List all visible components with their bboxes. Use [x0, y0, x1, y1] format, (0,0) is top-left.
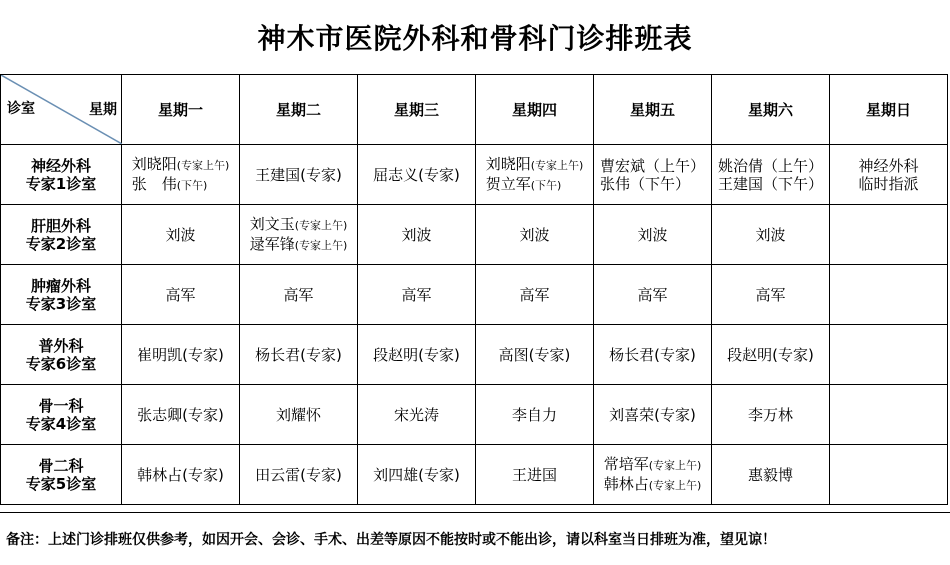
doctor-line: [358, 166, 475, 184]
room-name: 专家1诊室: [25, 174, 97, 193]
shift-note: (专家上午): [176, 158, 230, 172]
schedule-cell: [594, 205, 712, 265]
schedule-cell: [358, 265, 476, 325]
table-row: [1, 445, 948, 505]
day-header: 星期四: [476, 75, 594, 145]
department-name: 肝胆外科: [30, 216, 91, 235]
doctor-name: 崔明凯(专家): [137, 345, 224, 364]
doctor-line: [240, 166, 357, 184]
table-row: [1, 385, 948, 445]
doctor-line: [476, 346, 593, 364]
doctor-line: [476, 226, 593, 244]
schedule-cell: [594, 145, 712, 205]
doctor-name: 段赵明(专家): [373, 345, 460, 364]
doctor-line: [858, 157, 918, 175]
doctor-line: [858, 175, 918, 193]
table-row: [1, 325, 948, 385]
room-header-cell: [1, 205, 122, 265]
schedule-cell: [830, 385, 948, 445]
doctor-name: 杨长君(专家): [255, 345, 342, 364]
shift-note: (专家上午): [648, 458, 702, 472]
doctor-line: [718, 175, 823, 193]
schedule-cell: [122, 265, 240, 325]
schedule-cell: [122, 445, 240, 505]
schedule-table: [0, 74, 948, 505]
doctor-line: [132, 155, 230, 175]
room-name: 专家2诊室: [25, 234, 97, 253]
doctor-line: [122, 406, 239, 424]
schedule-cell: [240, 265, 358, 325]
doctor-line: [486, 175, 584, 195]
day-header: 星期六: [712, 75, 830, 145]
doctor-line: [594, 346, 711, 364]
doctor-line: [132, 175, 230, 195]
schedule-cell: [594, 325, 712, 385]
doctor-name: 曹宏斌（上午）: [599, 156, 705, 175]
schedule-cell: [830, 145, 948, 205]
schedule-cell: [476, 205, 594, 265]
doctor-name: 高军: [401, 285, 432, 304]
doctor-name: 王建国(专家): [255, 165, 342, 184]
doctor-name: 张 伟: [131, 174, 177, 193]
doctor-name: 李自力: [511, 405, 557, 424]
doctor-name: 刘波: [519, 225, 550, 244]
shift-note: (专家上午): [294, 238, 348, 252]
schedule-cell: [830, 205, 948, 265]
schedule-cell: [122, 325, 240, 385]
schedule-cell: [240, 385, 358, 445]
schedule-cell: [476, 145, 594, 205]
doctor-line: [594, 286, 711, 304]
doctor-name: 王建国（下午）: [717, 174, 823, 193]
schedule-cell: [594, 265, 712, 325]
schedule-cell: [122, 205, 240, 265]
doctor-line: [358, 226, 475, 244]
doctor-name: 田云雷(专家): [255, 465, 342, 484]
doctor-name: 张志卿(专家): [137, 405, 224, 424]
doctor-line: [594, 226, 711, 244]
doctor-name: 段赵明(专家): [727, 345, 814, 364]
doctor-name: 屈志义(专家): [373, 165, 460, 184]
room-header-cell: [1, 385, 122, 445]
doctor-name: 王进国: [511, 465, 557, 484]
doctor-line: [604, 455, 702, 475]
room-name: 专家6诊室: [25, 354, 97, 373]
doctor-name: 贺立军: [485, 174, 531, 193]
doctor-name: 刘耀怀: [275, 405, 321, 424]
doctor-line: [358, 346, 475, 364]
shift-note: (下午): [530, 178, 562, 192]
doctor-line: [240, 466, 357, 484]
department-name: 骨二科: [38, 456, 84, 475]
doctor-line: [240, 346, 357, 364]
schedule-cell: [712, 445, 830, 505]
doctor-name: 刘文玉: [249, 214, 295, 233]
doctor-line: [476, 286, 593, 304]
day-header: 星期一: [122, 75, 240, 145]
department-name: 普外科: [38, 336, 84, 355]
doctor-name: 刘晓阳: [131, 154, 177, 173]
doctor-line: [122, 286, 239, 304]
doctor-name: 杨长君(专家): [609, 345, 696, 364]
doctor-name: 张伟（下午）: [599, 174, 690, 193]
doctor-line: [712, 406, 829, 424]
department-name: 肿瘤外科: [30, 276, 91, 295]
department-name: 骨一科: [38, 396, 84, 415]
schedule-cell: [240, 445, 358, 505]
doctor-line: [600, 157, 705, 175]
schedule-cell: [358, 385, 476, 445]
doctor-line: [240, 406, 357, 424]
doctor-line: [476, 406, 593, 424]
doctor-name: 高军: [519, 285, 550, 304]
shift-note: (专家上午): [294, 218, 348, 232]
doctor-name: 韩林占: [603, 474, 649, 493]
doctor-line: [358, 286, 475, 304]
schedule-cell: [240, 145, 358, 205]
room-name: 专家3诊室: [25, 294, 97, 313]
doctor-name: 姚治倩（上午）: [717, 156, 823, 175]
doctor-line: [604, 475, 702, 495]
schedule-cell: [358, 205, 476, 265]
schedule-cell: [358, 145, 476, 205]
schedule-cell: [594, 445, 712, 505]
doctor-line: [712, 346, 829, 364]
schedule-cell: [712, 265, 830, 325]
schedule-cell: [830, 445, 948, 505]
schedule-cell: [476, 385, 594, 445]
doctor-name: 高图(专家): [498, 345, 571, 364]
schedule-cell: [476, 325, 594, 385]
doctor-name: 高军: [283, 285, 314, 304]
doctor-name: 刘波: [165, 225, 196, 244]
doctor-name: 惠毅博: [747, 465, 793, 484]
room-header-cell: [1, 265, 122, 325]
room-name: 专家4诊室: [25, 414, 97, 433]
corner-cell: [1, 75, 122, 145]
doctor-line: [712, 286, 829, 304]
day-header: 星期日: [830, 75, 948, 145]
doctor-name: 逯军锋: [249, 234, 295, 253]
schedule-cell: [830, 265, 948, 325]
corner-label-day: 星期: [89, 102, 117, 118]
day-header: 星期三: [358, 75, 476, 145]
header-row: [1, 75, 948, 145]
doctor-name: 高军: [637, 285, 668, 304]
schedule-cell: [358, 445, 476, 505]
doctor-name: 李万林: [747, 405, 793, 424]
room-header-cell: [1, 445, 122, 505]
shift-note: (专家上午): [530, 158, 584, 172]
doctor-name: 刘四雄(专家): [373, 465, 460, 484]
schedule-cell: [240, 205, 358, 265]
doctor-line: [122, 466, 239, 484]
doctor-name: 刘波: [755, 225, 786, 244]
doctor-name: 韩林占(专家): [137, 465, 224, 484]
doctor-name: 高军: [165, 285, 196, 304]
table-row: [1, 265, 948, 325]
table-row: [1, 145, 948, 205]
doctor-name: 刘晓阳: [485, 154, 531, 173]
doctor-line: [486, 155, 584, 175]
doctor-line: [718, 157, 823, 175]
footnote: 备注：上述门诊排班仅供参考，如因开会、会诊、手术、出差等原因不能按时或不能出诊，请以科室当日排班为准，望见谅！: [0, 512, 950, 564]
table-row: [1, 205, 948, 265]
schedule-cell: [830, 325, 948, 385]
corner-label-room: 诊室: [7, 101, 35, 117]
room-header-cell: [1, 145, 122, 205]
schedule-cell: [594, 385, 712, 445]
doctor-line: [122, 226, 239, 244]
room-header-cell: [1, 325, 122, 385]
shift-note: (下午): [176, 178, 208, 192]
doctor-line: [594, 406, 711, 424]
doctor-line: [358, 406, 475, 424]
day-header: 星期二: [240, 75, 358, 145]
doctor-line: [476, 466, 593, 484]
day-header: 星期五: [594, 75, 712, 145]
doctor-name: 宋光涛: [393, 405, 439, 424]
doctor-line: [712, 466, 829, 484]
doctor-line: [600, 175, 705, 193]
doctor-name: 常培军: [603, 454, 649, 473]
doctor-name: 刘波: [401, 225, 432, 244]
doctor-line: [250, 215, 348, 235]
schedule-cell: [358, 325, 476, 385]
doctor-name: 高军: [755, 285, 786, 304]
doctor-line: [250, 235, 348, 255]
schedule-cell: [476, 445, 594, 505]
doctor-line: [240, 286, 357, 304]
page-title: 神木市医院外科和骨科门诊排班表: [257, 22, 693, 55]
doctor-name: 刘喜荣(专家): [609, 405, 696, 424]
shift-note: (专家上午): [648, 478, 702, 492]
room-name: 专家5诊室: [25, 474, 97, 493]
schedule-cell: [712, 325, 830, 385]
schedule-cell: [712, 385, 830, 445]
doctor-name: 神经外科: [858, 156, 919, 175]
doctor-line: [122, 346, 239, 364]
schedule-cell: [240, 325, 358, 385]
schedule-cell: [712, 145, 830, 205]
doctor-name: 临时指派: [858, 174, 919, 193]
schedule-cell: [712, 205, 830, 265]
doctor-line: [712, 226, 829, 244]
doctor-line: [358, 466, 475, 484]
schedule-cell: [122, 385, 240, 445]
schedule-cell: [476, 265, 594, 325]
doctor-name: 刘波: [637, 225, 668, 244]
schedule-cell: [122, 145, 240, 205]
department-name: 神经外科: [30, 156, 91, 175]
